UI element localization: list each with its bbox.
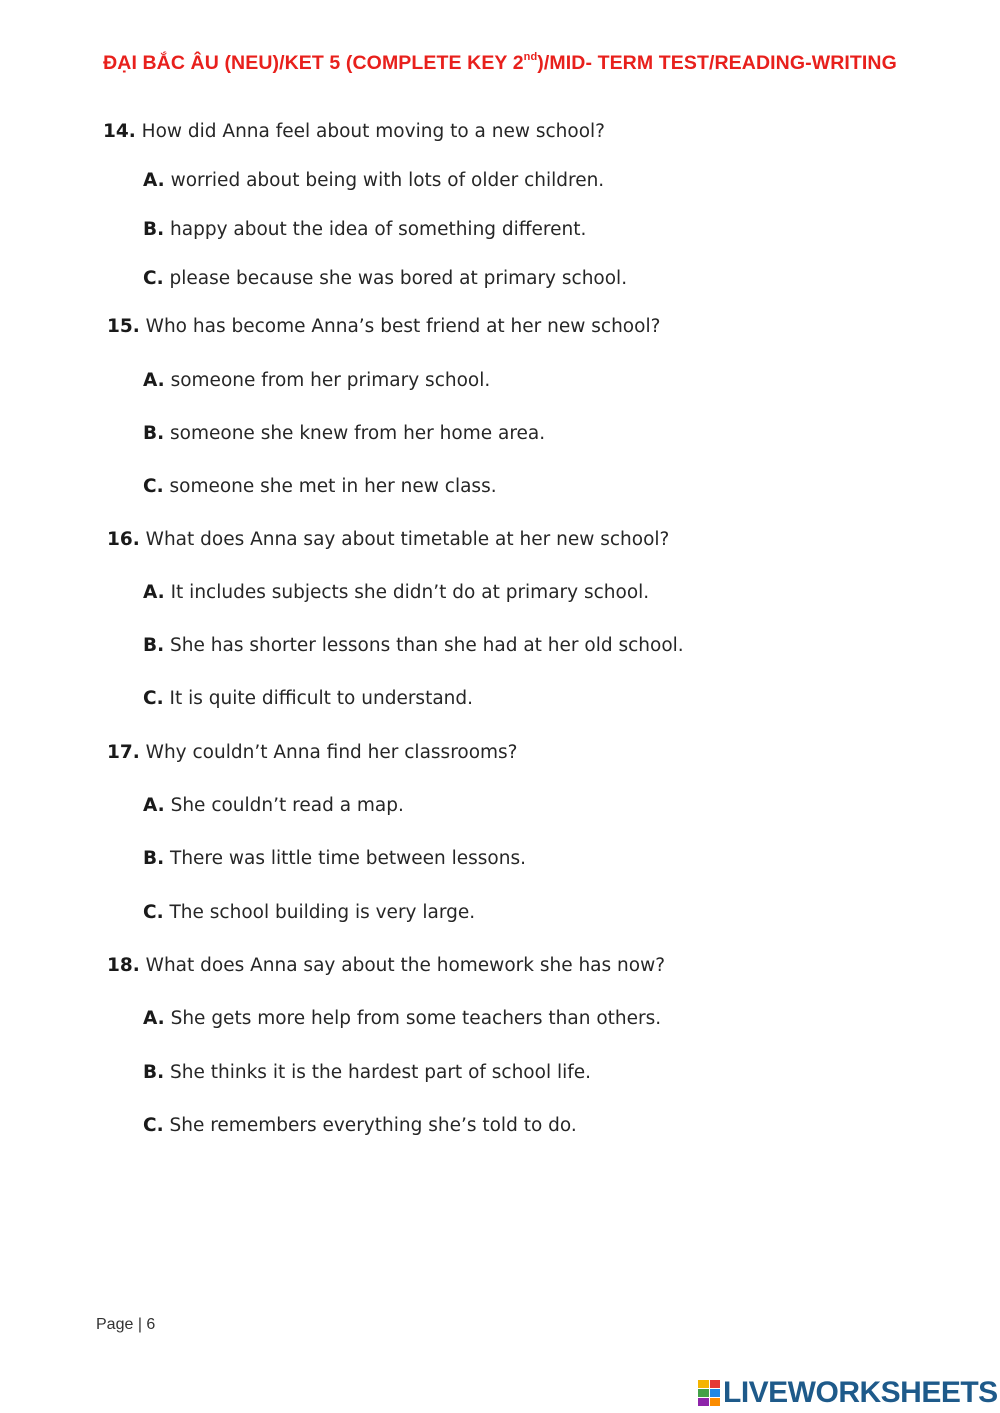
option-text: happy about the idea of something different. bbox=[164, 219, 587, 240]
q15-option-c[interactable] bbox=[143, 476, 497, 497]
header-title-superscript: nd bbox=[523, 50, 538, 63]
option-letter: B. bbox=[143, 219, 165, 240]
liveworksheets-logo[interactable] bbox=[698, 1376, 998, 1410]
option-letter: A. bbox=[143, 582, 165, 603]
option-letter: C. bbox=[143, 688, 164, 709]
q14-option-b[interactable] bbox=[143, 219, 586, 240]
option-text: It includes subjects she didn’t do at primary school. bbox=[164, 582, 650, 603]
option-text: please because she was bored at primary school. bbox=[163, 268, 628, 289]
option-text: The school building is very large. bbox=[163, 902, 476, 923]
q16-option-c[interactable] bbox=[143, 688, 473, 709]
question-text: How did Anna feel about moving to a new school? bbox=[135, 121, 605, 142]
option-text: She gets more help from some teachers than others. bbox=[164, 1008, 662, 1029]
option-letter: A. bbox=[143, 170, 165, 191]
q15-option-a[interactable] bbox=[143, 370, 490, 391]
option-text: There was little time between lessons. bbox=[164, 848, 526, 869]
question-number: 18. bbox=[107, 955, 140, 976]
q16-option-a[interactable] bbox=[143, 582, 649, 603]
option-text: She has shorter lessons than she had at her old school. bbox=[164, 635, 684, 656]
q14-option-a[interactable] bbox=[143, 170, 604, 191]
option-letter: B. bbox=[143, 1062, 165, 1083]
option-letter: C. bbox=[143, 268, 164, 289]
option-letter: A. bbox=[143, 795, 165, 816]
option-letter: B. bbox=[143, 635, 165, 656]
question-text: Who has become Anna’s best friend at her new school? bbox=[139, 316, 661, 337]
liveworksheets-wordmark: LIVEWORKSHEETS bbox=[723, 1376, 998, 1409]
question-number: 17. bbox=[107, 742, 140, 763]
q16-option-b[interactable] bbox=[143, 635, 684, 656]
question-number: 14. bbox=[103, 121, 136, 142]
option-letter: B. bbox=[143, 848, 165, 869]
question-text: What does Anna say about timetable at her new school? bbox=[139, 529, 670, 550]
option-text: worried about being with lots of older children. bbox=[164, 170, 605, 191]
q17-option-b[interactable] bbox=[143, 848, 526, 869]
question-number: 16. bbox=[107, 529, 140, 550]
option-text: She thinks it is the hardest part of school life. bbox=[164, 1062, 592, 1083]
page-header-title bbox=[0, 52, 1000, 75]
option-letter: C. bbox=[143, 476, 164, 497]
q15-option-b[interactable] bbox=[143, 423, 545, 444]
page-number: Page | 6 bbox=[96, 1316, 156, 1333]
q14-option-c[interactable] bbox=[143, 268, 627, 289]
option-letter: C. bbox=[143, 1115, 164, 1136]
liveworksheets-grid-icon bbox=[698, 1380, 720, 1406]
question-text: Why couldn’t Anna find her classrooms? bbox=[139, 742, 518, 763]
option-letter: A. bbox=[143, 370, 165, 391]
question-number: 15. bbox=[107, 316, 140, 337]
question-16 bbox=[107, 529, 669, 550]
option-text: It is quite difficult to understand. bbox=[163, 688, 474, 709]
q17-option-c[interactable] bbox=[143, 902, 475, 923]
question-15 bbox=[107, 316, 660, 337]
question-text: What does Anna say about the homework she has now? bbox=[139, 955, 666, 976]
header-title-end: )/MID- TERM TEST/READING-WRITING bbox=[537, 52, 897, 74]
q17-option-a[interactable] bbox=[143, 795, 404, 816]
option-text: someone from her primary school. bbox=[164, 370, 491, 391]
question-14 bbox=[103, 121, 605, 142]
option-letter: B. bbox=[143, 423, 165, 444]
question-17 bbox=[107, 742, 518, 763]
q18-option-c[interactable] bbox=[143, 1115, 577, 1136]
header-title-main: ĐẠI BẮC ÂU (NEU)/KET 5 (COMPLETE KEY 2 bbox=[103, 52, 524, 74]
option-text: someone she knew from her home area. bbox=[164, 423, 546, 444]
option-text: She couldn’t read a map. bbox=[164, 795, 404, 816]
option-letter: A. bbox=[143, 1008, 165, 1029]
q18-option-a[interactable] bbox=[143, 1008, 661, 1029]
option-text: someone she met in her new class. bbox=[163, 476, 497, 497]
question-18 bbox=[107, 955, 665, 976]
option-letter: C. bbox=[143, 902, 164, 923]
q18-option-b[interactable] bbox=[143, 1062, 591, 1083]
option-text: She remembers everything she’s told to do. bbox=[163, 1115, 577, 1136]
